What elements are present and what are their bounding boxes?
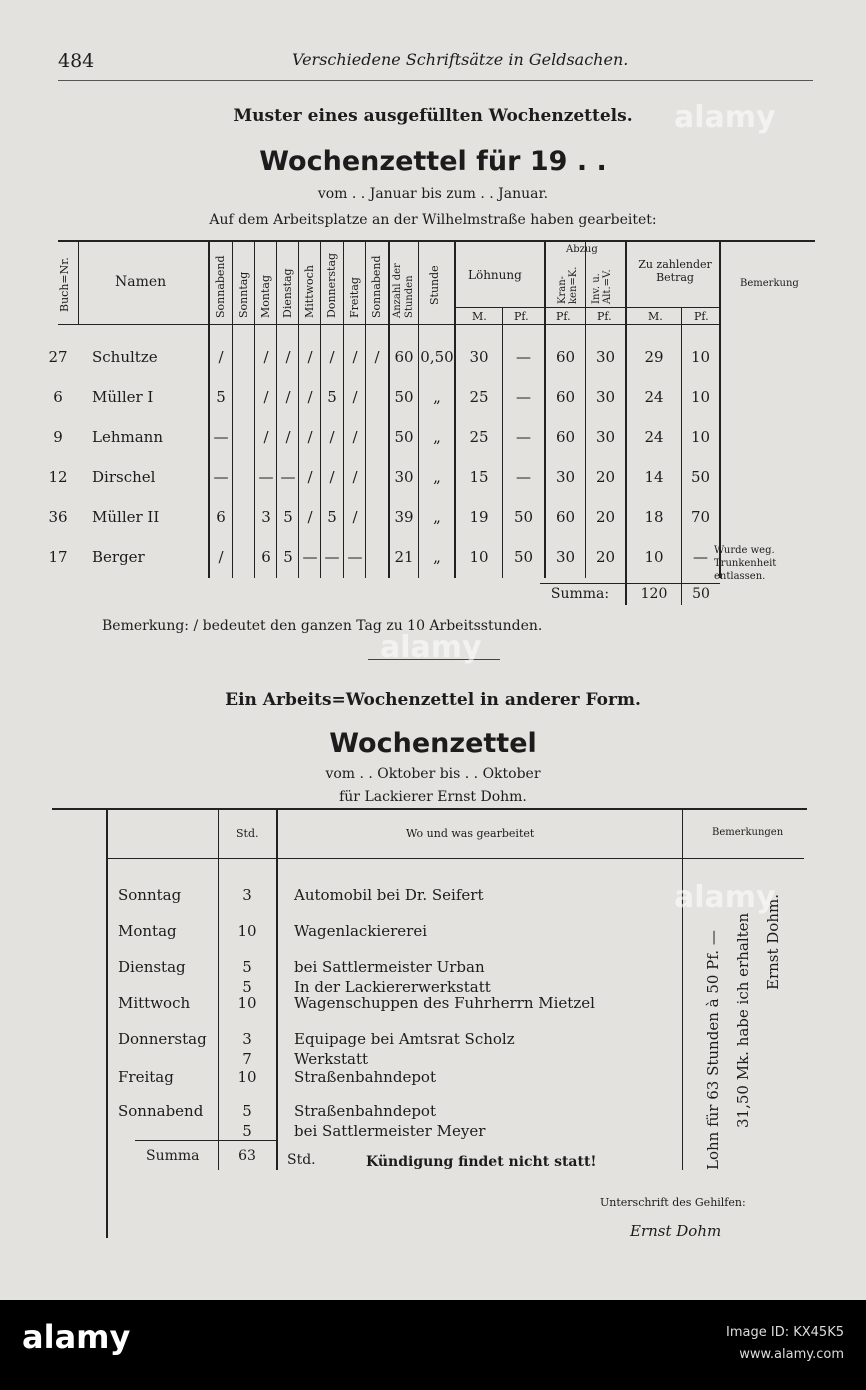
summa-m: 120 [640,586,668,602]
row-day-mark: / [263,428,269,446]
row-std: 5 [242,1122,252,1140]
row-day-mark: 5 [283,508,293,526]
col-loehnung: Löhnung [468,268,522,282]
row-kk: 60 [555,348,576,366]
row-day-mark: / [285,388,291,406]
row-rate: „ [433,468,441,486]
page-number: 484 [58,50,95,72]
row-day-mark: / [218,348,224,366]
kuendigung-note: Kündigung findet nicht statt! [366,1154,597,1170]
row-zahl-pf: — [693,548,708,566]
row-loehnung-pf: 50 [513,548,534,566]
row-iv: 30 [595,428,616,446]
col-day-8: Sonnabend [370,255,383,318]
row-loehnung-m: 25 [469,388,489,406]
row-name: Müller I [92,388,154,406]
row-nr: 9 [53,428,63,446]
row-nr: 27 [48,348,68,366]
row-day-mark: — [280,468,296,486]
col-bemerkungen: Bemerkungen [712,827,784,838]
row-hours: 30 [394,468,414,486]
row-loehnung-m: 30 [469,348,489,366]
col-iv-pf: Pf. [597,310,612,323]
summa-pf: 50 [692,586,710,602]
row-zahl-pf: 70 [690,508,711,526]
row-std: 10 [237,922,257,940]
row-kk: 60 [555,508,576,526]
row-day-mark: 5 [327,388,337,406]
section2-heading: Ein Arbeits=Wochenzettel in anderer Form. [225,690,641,710]
row-zahl-m: 18 [644,508,664,526]
row-work: bei Sattlermeister Urban [294,958,485,976]
col-day-1: Sonnabend [214,255,227,318]
row-work: Werkstatt [294,1050,369,1068]
row-name: Dirschel [92,468,156,486]
row-zahl-m: 24 [644,388,664,406]
section1-workplace: Auf dem Arbeitsplatze an der Wilhelmstraße haben gearbeitet: [209,212,657,228]
row-loehnung-pf: — [516,428,531,446]
row-work: Straßenbahndepot [294,1068,436,1086]
col-day-7: Freitag [348,277,361,318]
row-work: bei Sattlermeister Meyer [294,1122,486,1140]
col-buch-nr: Buch=Nr. [58,257,71,312]
row-std: 5 [242,1102,252,1120]
row-nr: 6 [53,388,63,406]
row-loehnung-pf: 50 [513,508,534,526]
brand-logo: alamy [22,1318,131,1356]
row-hours: 60 [394,348,414,366]
row-std: 3 [242,886,252,904]
row-std: 5 [242,958,252,976]
row-day-mark: / [218,548,224,566]
col-kk-pf: Pf. [556,310,571,323]
row-std: 5 [242,978,252,996]
row-work: Automobil bei Dr. Seifert [294,886,484,904]
row-day-mark: / [329,468,335,486]
section1-title: Wochenzettel für 19 . . [259,146,607,177]
row-kk: 30 [555,548,576,566]
row-zahl-pf: 10 [690,388,711,406]
running-title: Verschiedene Schriftsätze in Geldsachen. [292,50,629,69]
row-loehnung-pf: — [516,468,531,486]
row-std: 10 [237,994,257,1012]
header-rule [58,80,813,81]
row-name: Schultze [92,348,158,366]
row-day-mark: / [329,428,335,446]
table1-note: Bemerkung: / bedeutet den ganzen Tag zu 10 Arbeitsstunden. [102,618,543,634]
row-name: Berger [92,548,145,566]
col-namen: Namen [115,274,167,290]
row-std: 7 [242,1050,252,1068]
row-zahl-pf: 50 [690,468,711,486]
watermark-logo: alamy [674,100,776,135]
row-day-mark: / [352,348,358,366]
row-day-mark: / [285,348,291,366]
signature: Ernst Dohm [630,1222,722,1240]
row-day: Donnerstag [118,1030,207,1048]
row-name: Lehmann [92,428,163,446]
row-rate: „ [433,508,441,526]
row-iv: 20 [595,548,616,566]
row-day-mark: 5 [283,548,293,566]
row-day-mark: 3 [261,508,271,526]
row-rate: „ [433,428,441,446]
summa2-unit: Std. [287,1152,316,1168]
row-rate: „ [433,548,441,566]
watermark-logo: alamy [380,630,482,665]
row-day-mark: 5 [216,388,226,406]
row-day: Montag [118,922,177,940]
row-day-mark: / [329,348,335,366]
col-anzahl: Anzahl der Stunden [392,263,415,318]
row-kk: 30 [555,468,576,486]
col-loehnung-pf: Pf. [514,310,529,323]
col-stunde: Stunde [428,265,441,305]
row-day-mark: / [307,388,313,406]
col-abzug: Abzug [566,244,598,255]
summa2-label: Summa [146,1148,200,1164]
row-bemerkung: Wurde weg. Trunkenheit entlassen. [714,545,777,582]
row-day-mark: 5 [327,508,337,526]
col-zahl-pf: Pf. [694,310,709,323]
row-day-mark: / [307,508,313,526]
row-zahl-m: 24 [644,428,664,446]
row-day-mark: 6 [216,508,226,526]
row-loehnung-pf: — [516,348,531,366]
site-url: www.alamy.com [739,1347,844,1362]
row-nr: 36 [48,508,68,526]
row-work: In der Lackiererwerkstatt [294,978,491,996]
row-work: Straßenbahndepot [294,1102,436,1120]
row-hours: 50 [394,388,414,406]
row-name: Müller II [92,508,160,526]
row-day-mark: — [347,548,363,566]
col-std: Std. [236,827,259,840]
col-day-4: Dienstag [281,268,294,318]
col-loehnung-m: M. [472,310,487,323]
row-loehnung-m: 10 [469,548,489,566]
row-day: Mittwoch [118,994,191,1012]
row-zahl-pf: 10 [690,348,711,366]
section2-subtitle: vom . . Oktober bis . . Oktober [325,766,541,782]
row-day-mark: / [352,388,358,406]
row-zahl-m: 14 [644,468,664,486]
row-day-mark: 6 [261,548,271,566]
col-day-2: Sonntag [237,271,250,318]
row-day-mark: — [213,428,229,446]
watermark-logo: alamy [674,880,776,915]
col-day-6: Donnerstag [325,252,338,318]
section1-subtitle: vom . . Januar bis zum . . Januar. [317,186,549,202]
bemerkung-line-1: Lohn für 63 Stunden à 50 Pf. — [704,930,722,1170]
row-day-mark: — [324,548,340,566]
row-rate: „ [433,388,441,406]
row-std: 10 [237,1068,257,1086]
col-day-3: Montag [259,275,272,318]
col-day-5: Mittwoch [303,265,316,318]
col-kranken: Kran-ken=K. [557,266,579,304]
row-std: 3 [242,1030,252,1048]
section1-heading: Muster eines ausgefüllten Wochenzettels. [233,106,633,126]
row-work: Wagenlackiererei [294,922,427,940]
row-kk: 60 [555,428,576,446]
row-hours: 39 [394,508,414,526]
signature-label: Unterschrift des Gehilfen: [600,1196,746,1209]
summa2-std: 63 [238,1148,256,1164]
row-day-mark: / [285,428,291,446]
row-day-mark: / [352,468,358,486]
image-id: Image ID: KX45K5 [726,1325,844,1340]
row-zahl-m: 10 [644,548,664,566]
image-info [726,1322,844,1366]
row-iv: 20 [595,508,616,526]
row-nr: 12 [48,468,68,486]
bemerkung-line-2: 31,50 Mk. habe ich erhalten [734,912,752,1128]
row-day-mark: / [263,348,269,366]
col-zahlender: Zu zahlender Betrag [638,258,712,284]
row-rate: 0,50 [420,348,454,366]
row-day-mark: — [213,468,229,486]
row-nr: 17 [48,548,68,566]
row-day-mark: / [307,348,313,366]
col-inv: Inv. u. Alt.=V. [591,269,613,304]
row-day-mark: / [263,388,269,406]
row-loehnung-m: 25 [469,428,489,446]
row-kk: 60 [555,388,576,406]
summa-label: Summa: [550,586,610,602]
section2-title: Wochenzettel [329,728,537,759]
row-loehnung-m: 15 [469,468,489,486]
row-day: Freitag [118,1068,174,1086]
col-wo-was: Wo und was gearbeitet [406,827,535,840]
row-day-mark: / [307,468,313,486]
row-day: Dienstag [118,958,186,976]
row-work: Equipage bei Amtsrat Scholz [294,1030,515,1048]
row-day-mark: — [302,548,318,566]
row-hours: 50 [394,428,414,446]
row-iv: 30 [595,388,616,406]
row-day-mark: / [352,428,358,446]
row-hours: 21 [394,548,414,566]
section2-worker: für Lackierer Ernst Dohm. [339,789,527,805]
row-day: Sonntag [118,886,182,904]
row-zahl-pf: 10 [690,428,711,446]
row-zahl-m: 29 [644,348,664,366]
row-day-mark: — [258,468,274,486]
bemerkung-line-3: Ernst Dohm. [764,894,782,990]
row-loehnung-pf: — [516,388,531,406]
row-day-mark: / [374,348,380,366]
row-work: Wagenschuppen des Fuhrherrn Mietzel [294,994,595,1012]
row-iv: 30 [595,348,616,366]
row-day-mark: / [352,508,358,526]
row-day: Sonnabend [118,1102,204,1120]
col-bemerkung: Bemerkung [740,278,799,289]
row-loehnung-m: 19 [469,508,489,526]
row-day-mark: / [307,428,313,446]
col-zahl-m: M. [648,310,663,323]
row-iv: 20 [595,468,616,486]
